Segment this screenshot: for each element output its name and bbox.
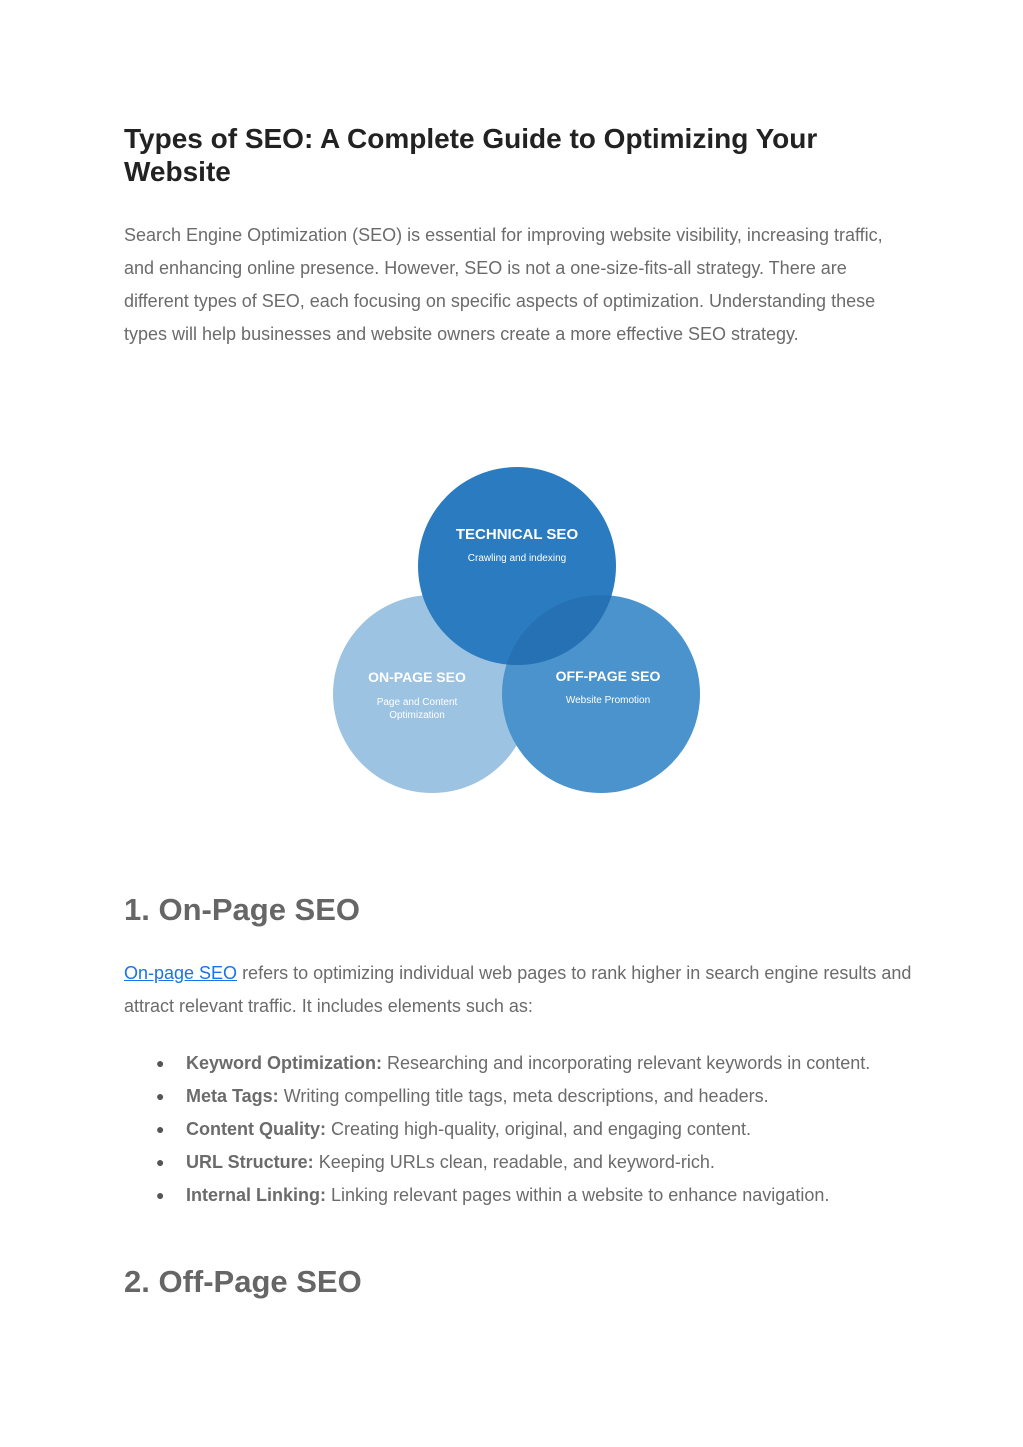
list-item [124,1146,914,1179]
list-item [124,1179,914,1212]
bullet-icon: ● [156,1055,165,1071]
page-title: Types of SEO: A Complete Guide to Optimizing Your Website [124,123,818,187]
seo-types-venn-diagram [320,455,720,805]
list-item-text: Researching and incorporating relevant keywords in content. [382,1053,871,1073]
list-item [124,1080,914,1113]
list-item-text: Linking relevant pages within a website to enhance navigation. [326,1185,830,1205]
on-page-seo-elements-list [124,1047,914,1212]
list-item-text: Creating high-quality, original, and engaging content. [326,1119,751,1139]
on-page-seo-subtitle-line1: Page and Content [376,697,458,708]
technical-seo-subtitle: Crawling and indexing [467,553,567,564]
on-page-seo-description: refers to optimizing individual web pages to rank higher in search engine results and attract relevant traffic. It includes elements such as: [124,963,912,1016]
bullet-icon: ● [156,1088,165,1104]
bullet-icon: ● [156,1187,165,1203]
list-item-label: Keyword Optimization: [186,1053,383,1073]
section-heading-on-page-seo: 1. On-Page SEO [124,892,361,927]
list-item [124,1047,914,1080]
list-item-text: Writing compelling title tags, meta descriptions, and headers. [278,1086,769,1106]
list-item-label: URL Structure: [186,1152,314,1172]
list-item-label: Internal Linking: [186,1185,327,1205]
on-page-seo-link[interactable]: On-page SEO [124,963,238,983]
bullet-icon: ● [156,1154,165,1170]
list-item-text: Keeping URLs clean, readable, and keyword-rich. [313,1152,715,1172]
bullet-icon: ● [156,1121,165,1137]
off-page-seo-subtitle: Website Promotion [565,695,651,706]
technical-seo-title: TECHNICAL SEO [455,526,579,543]
list-item-label: Meta Tags: [186,1086,279,1106]
off-page-seo-title: OFF-PAGE SEO [555,668,661,684]
on-page-seo-subtitle-line2: Optimization [389,710,445,721]
list-item-label: Content Quality: [186,1119,326,1139]
section-heading-off-page-seo: 2. Off-Page SEO [124,1264,362,1299]
list-item [124,1113,914,1146]
on-page-seo-title: ON-PAGE SEO [368,669,466,685]
on-page-seo-paragraph [124,957,914,1023]
intro-paragraph: Search Engine Optimization (SEO) is essential for improving website visibility, increasing traffic, and enhancing online presence. However, SEO is not a one-size-fits-all strategy. There are different types of SEO, each focusing on specific aspects of optimization. Understanding these types will help businesses and website owners create a more effective SEO strategy. [124,225,883,344]
